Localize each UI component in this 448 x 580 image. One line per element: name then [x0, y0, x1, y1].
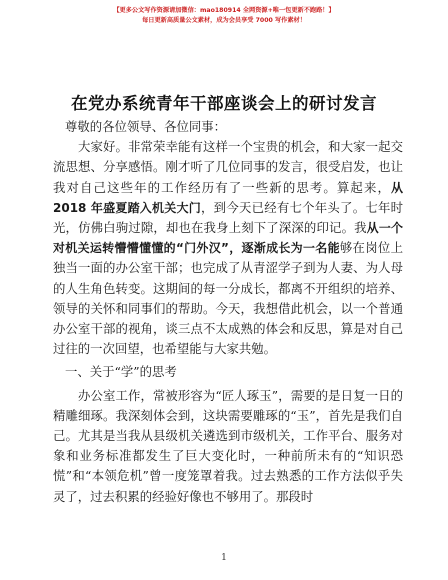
paragraph-1-text-2: ，到今天已经有七个年头了。七年时光，仿佛白驹过隙，却也在我身上刻下了深深的印记。我: [53, 199, 403, 236]
paragraph-1: [53, 137, 403, 359]
paragraph-1-text-3: 够在岗位上独当一面的办公室干部；也完成了从青涩学子到为人妻、为人母的人生角色转变。这期间的每一分成长，都离不开组织的培养、领导的关怀和同事们的帮助。今天，我想借此机会，以一个普通办公室干部的视角，谈三点不太成熟的体会和反思，算是对自己过往的一次回望，也希望能与大家共勉。: [53, 240, 404, 357]
promo-banner: [0, 6, 448, 26]
paragraph-2: 办公室工作，常被形容为“匠人琢玉”，需要的是日复一日的精雕细琢。我深刻体会到，这块需要雕琢的“玉”，首先是我们自己。尤其是当我从县级机关遴选到市级机关，工作平台、服务对象和业务标准都发生了巨大变化时，一种前所未有的“知识恐慌”和“本领危机”曾一度笼罩着我。过去熟悉的工作方法似乎失灵了，过去积累的经验好像也不够用了。那段时: [53, 387, 403, 504]
promo-line-2: 每日更新高质量公文素材，成为会员享受 7000 写作素材！: [142, 17, 306, 24]
page-number: 1: [221, 553, 227, 563]
document-body: [53, 117, 403, 507]
paragraph-1-text-1: 大家好。非常荣幸能有这样一个宝贵的机会，和大家一起交流思想、分享感悟。刚才听了几位同事的发言，很受启发，也让我对自己这些年的工作经历有了一些新的思考。算起来，: [53, 139, 403, 195]
promo-line-1: 【更多公文写作资源请加微信：mao180914 全网资源+唯一包更新不跑路！】: [113, 7, 335, 14]
paragraph-1-bold-1: 从 2018 年盛夏踏入机关大门: [53, 180, 403, 215]
greeting: 尊敬的各位领导、各位同事：: [65, 119, 227, 134]
paragraph-1-bold-2: 从一个对机关运转懵懵懂懂的“门外汉”，逐渐成长为一名能: [53, 221, 403, 256]
section-heading-1: 一、关于“学”的思考: [65, 364, 177, 380]
page-title: 在党办系统青年干部座谈会上的研讨发言: [71, 94, 377, 113]
